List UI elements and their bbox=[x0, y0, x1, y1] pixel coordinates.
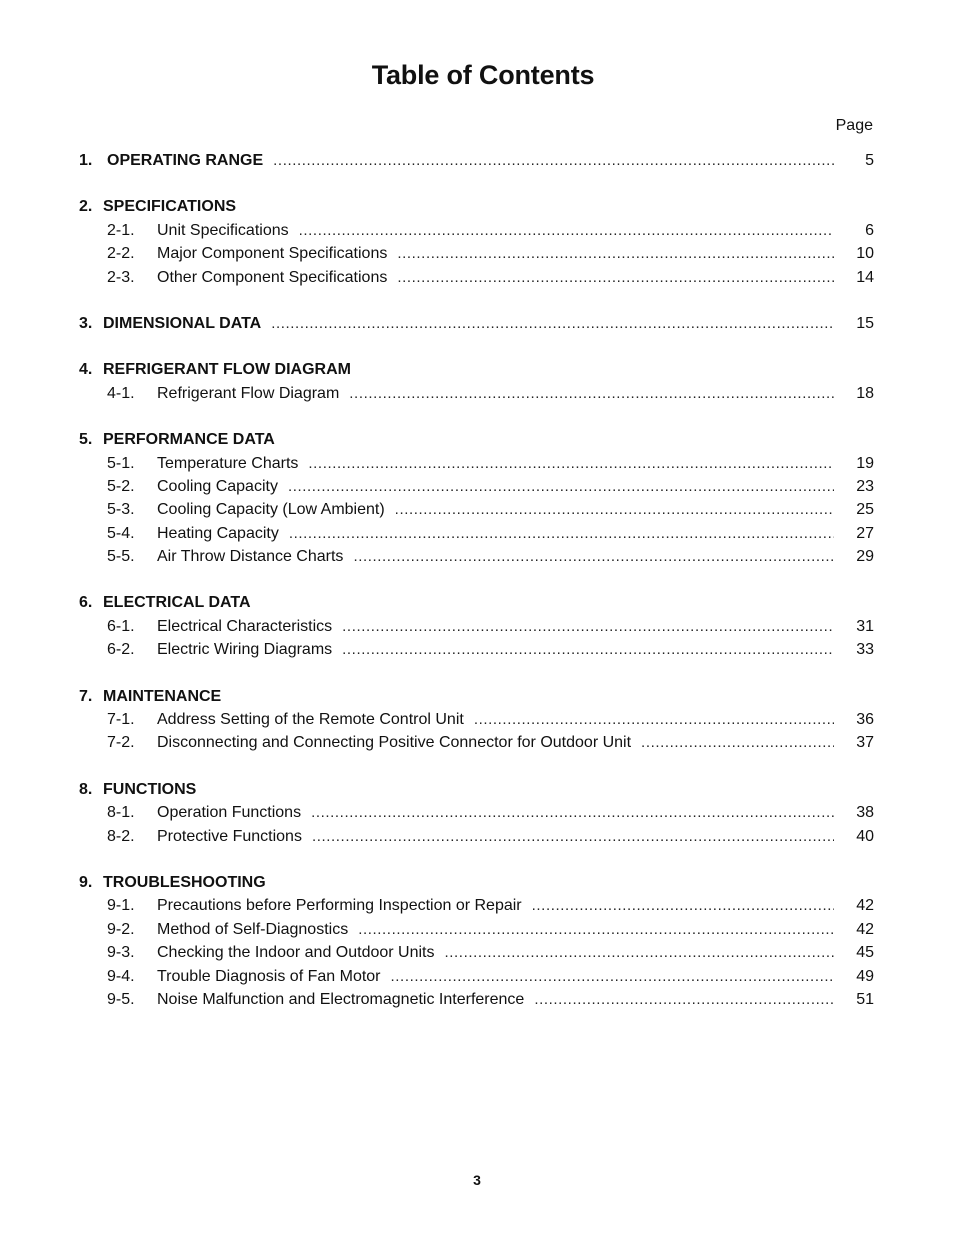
subsection-page-number: 31 bbox=[856, 617, 874, 635]
subsection-number: 9-4. bbox=[107, 967, 135, 985]
subsection-number: 2-3. bbox=[107, 268, 135, 286]
section-title: PERFORMANCE DATA bbox=[103, 431, 275, 449]
subsection-title: Air Throw Distance Charts bbox=[157, 548, 344, 566]
dot-leader bbox=[445, 941, 835, 964]
subsection-number: 6-1. bbox=[107, 617, 135, 635]
subsection-title: Cooling Capacity bbox=[157, 477, 278, 495]
toc-subsection-entry[interactable] bbox=[79, 988, 874, 1011]
subsection-number: 4-1. bbox=[107, 384, 135, 402]
toc-section bbox=[79, 149, 874, 172]
toc-section-heading[interactable] bbox=[79, 871, 874, 894]
dot-leader bbox=[358, 918, 834, 941]
toc-section-heading[interactable] bbox=[79, 358, 874, 381]
dot-leader bbox=[641, 731, 834, 754]
subsection-title: Operation Functions bbox=[157, 804, 302, 822]
toc-subsection-entry[interactable] bbox=[79, 545, 874, 568]
section-title: FUNCTIONS bbox=[103, 780, 197, 798]
section-title: REFRIGERANT FLOW DIAGRAM bbox=[103, 361, 351, 379]
toc-section bbox=[79, 195, 874, 289]
subsection-title: Electric Wiring Diagrams bbox=[157, 641, 333, 659]
subsection-number: 9-2. bbox=[107, 920, 135, 938]
subsection-title: Precautions before Performing Inspection or Repair bbox=[157, 897, 522, 915]
toc-subsection-entry[interactable] bbox=[79, 825, 874, 848]
subsection-title: Refrigerant Flow Diagram bbox=[157, 384, 340, 402]
subsection-page-number: 29 bbox=[856, 548, 874, 566]
toc-section bbox=[79, 428, 874, 568]
section-title: ELECTRICAL DATA bbox=[103, 594, 251, 612]
subsection-number: 8-1. bbox=[107, 804, 135, 822]
dot-leader bbox=[342, 638, 834, 661]
dot-leader bbox=[353, 545, 834, 568]
subsection-title: Heating Capacity bbox=[157, 524, 279, 542]
toc-section-heading[interactable] bbox=[79, 778, 874, 801]
subsection-number: 5-5. bbox=[107, 548, 135, 566]
subsection-page-number: 14 bbox=[856, 268, 874, 286]
subsection-page-number: 27 bbox=[856, 524, 874, 542]
section-number: 9. bbox=[79, 873, 93, 891]
subsection-page-number: 42 bbox=[856, 897, 874, 915]
subsection-title: Noise Malfunction and Electromagnetic Interference bbox=[157, 990, 525, 1008]
subsection-page-number: 6 bbox=[865, 221, 874, 239]
toc-section bbox=[79, 778, 874, 848]
dot-leader bbox=[288, 475, 834, 498]
subsection-title: Other Component Specifications bbox=[157, 268, 388, 286]
dot-leader bbox=[534, 988, 834, 1011]
toc-section-heading[interactable] bbox=[79, 149, 874, 172]
section-title: TROUBLESHOOTING bbox=[103, 873, 266, 891]
toc-subsection-entry[interactable] bbox=[79, 266, 874, 289]
toc-subsection-entry[interactable] bbox=[79, 452, 874, 475]
subsection-title: Method of Self-Diagnostics bbox=[157, 920, 349, 938]
page-number: 3 bbox=[473, 1172, 481, 1188]
toc-section bbox=[79, 685, 874, 755]
subsection-title: Trouble Diagnosis of Fan Motor bbox=[157, 967, 381, 985]
section-page-number: 5 bbox=[865, 152, 874, 169]
subsection-page-number: 10 bbox=[856, 245, 874, 263]
dot-leader bbox=[312, 825, 834, 848]
toc-subsection-entry[interactable] bbox=[79, 475, 874, 498]
dot-leader bbox=[289, 522, 834, 545]
toc-section bbox=[79, 358, 874, 405]
dot-leader bbox=[271, 312, 834, 335]
subsection-title: Protective Functions bbox=[157, 827, 302, 845]
subsection-page-number: 51 bbox=[856, 990, 874, 1008]
subsection-number: 7-1. bbox=[107, 711, 135, 729]
subsection-title: Cooling Capacity (Low Ambient) bbox=[157, 501, 385, 519]
toc-section-heading[interactable] bbox=[79, 195, 874, 218]
section-number: 1. bbox=[79, 152, 93, 169]
dot-leader bbox=[349, 382, 834, 405]
subsection-page-number: 25 bbox=[856, 501, 874, 519]
toc-section-heading[interactable] bbox=[79, 428, 874, 451]
subsection-number: 5-2. bbox=[107, 477, 135, 495]
dot-leader bbox=[342, 615, 834, 638]
subsection-page-number: 49 bbox=[856, 967, 874, 985]
section-page-number: 15 bbox=[856, 314, 874, 332]
toc-subsection-entry[interactable] bbox=[79, 801, 874, 824]
subsection-title: Address Setting of the Remote Control Unit bbox=[157, 711, 464, 729]
dot-leader bbox=[397, 266, 834, 289]
dot-leader bbox=[532, 894, 834, 917]
toc-section-heading[interactable] bbox=[79, 312, 874, 335]
subsection-title: Electrical Characteristics bbox=[157, 617, 333, 635]
subsection-number: 9-1. bbox=[107, 897, 135, 915]
dot-leader bbox=[308, 452, 834, 475]
toc-subsection-entry[interactable] bbox=[79, 242, 874, 265]
section-number: 3. bbox=[79, 314, 93, 332]
toc-section bbox=[79, 312, 874, 335]
toc-section bbox=[79, 591, 874, 661]
toc-subsection-entry[interactable] bbox=[79, 615, 874, 638]
subsection-page-number: 45 bbox=[856, 944, 874, 962]
toc-subsection-entry[interactable] bbox=[79, 522, 874, 545]
section-number: 4. bbox=[79, 361, 93, 379]
dot-leader bbox=[273, 149, 834, 172]
dot-leader bbox=[474, 708, 834, 731]
subsection-title: Disconnecting and Connecting Positive Connector for Outdoor Unit bbox=[157, 734, 632, 752]
table-of-contents bbox=[79, 149, 874, 1034]
section-title: MAINTENANCE bbox=[103, 687, 222, 705]
subsection-number: 5-3. bbox=[107, 501, 135, 519]
dot-leader bbox=[311, 801, 834, 824]
subsection-number: 9-5. bbox=[107, 990, 135, 1008]
subsection-page-number: 18 bbox=[856, 384, 874, 402]
toc-subsection-entry[interactable] bbox=[79, 941, 874, 964]
toc-subsection-entry[interactable] bbox=[79, 731, 874, 754]
toc-subsection-entry[interactable] bbox=[79, 965, 874, 988]
subsection-page-number: 42 bbox=[856, 920, 874, 938]
section-number: 7. bbox=[79, 687, 93, 705]
subsection-number: 5-1. bbox=[107, 454, 135, 472]
toc-subsection-entry[interactable] bbox=[79, 918, 874, 941]
subsection-number: 2-2. bbox=[107, 245, 135, 263]
subsection-number: 9-3. bbox=[107, 944, 135, 962]
toc-subsection-entry[interactable] bbox=[79, 382, 874, 405]
toc-section-heading[interactable] bbox=[79, 591, 874, 614]
subsection-page-number: 33 bbox=[856, 641, 874, 659]
subsection-number: 2-1. bbox=[107, 221, 135, 239]
section-number: 2. bbox=[79, 198, 93, 216]
subsection-page-number: 23 bbox=[856, 477, 874, 495]
page-column-label: Page bbox=[835, 117, 873, 134]
toc-subsection-entry[interactable] bbox=[79, 498, 874, 521]
subsection-title: Temperature Charts bbox=[157, 454, 299, 472]
section-number: 8. bbox=[79, 780, 93, 798]
toc-section bbox=[79, 871, 874, 1011]
section-title: SPECIFICATIONS bbox=[103, 198, 237, 216]
subsection-page-number: 19 bbox=[856, 454, 874, 472]
subsection-title: Checking the Indoor and Outdoor Units bbox=[157, 944, 435, 962]
toc-subsection-entry[interactable] bbox=[79, 638, 874, 661]
section-number: 5. bbox=[79, 431, 93, 449]
subsection-number: 6-2. bbox=[107, 641, 135, 659]
page-title: Table of Contents bbox=[371, 60, 595, 90]
dot-leader bbox=[299, 219, 834, 242]
subsection-page-number: 37 bbox=[856, 734, 874, 752]
subsection-title: Major Component Specifications bbox=[157, 245, 388, 263]
subsection-number: 5-4. bbox=[107, 524, 135, 542]
dot-leader bbox=[397, 242, 834, 265]
subsection-title: Unit Specifications bbox=[157, 221, 289, 239]
section-title: OPERATING RANGE bbox=[107, 152, 264, 169]
section-number: 6. bbox=[79, 594, 93, 612]
subsection-page-number: 36 bbox=[856, 711, 874, 729]
toc-subsection-entry[interactable] bbox=[79, 894, 874, 917]
toc-subsection-entry[interactable] bbox=[79, 708, 874, 731]
subsection-page-number: 40 bbox=[856, 827, 874, 845]
dot-leader bbox=[391, 965, 834, 988]
dot-leader bbox=[395, 498, 834, 521]
section-title: DIMENSIONAL DATA bbox=[103, 314, 262, 332]
subsection-number: 7-2. bbox=[107, 734, 135, 752]
subsection-page-number: 38 bbox=[856, 804, 874, 822]
toc-subsection-entry[interactable] bbox=[79, 219, 874, 242]
subsection-number: 8-2. bbox=[107, 827, 135, 845]
toc-section-heading[interactable] bbox=[79, 685, 874, 708]
